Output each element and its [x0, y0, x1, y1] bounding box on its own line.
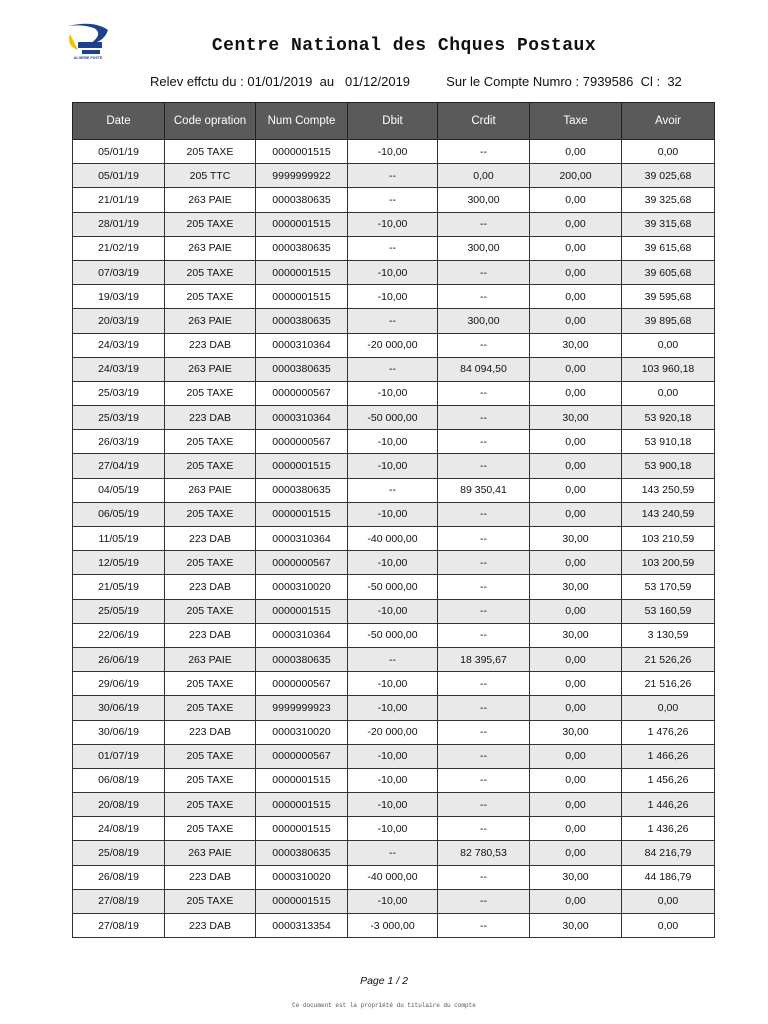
- page-number: Page 1 / 2: [360, 975, 408, 987]
- cell-code-operation: 263 PAIE: [165, 647, 256, 671]
- cell-credit: 300,00: [438, 309, 530, 333]
- cell-credit: --: [438, 551, 530, 575]
- cell-credit: --: [438, 914, 530, 938]
- cell-code-operation: 223 DAB: [165, 406, 256, 430]
- cell-num-compte: 0000380635: [256, 841, 348, 865]
- cell-credit: --: [438, 140, 530, 164]
- cell-num-compte: 0000001515: [256, 454, 348, 478]
- cell-credit: --: [438, 768, 530, 792]
- cell-date: 25/03/19: [73, 406, 165, 430]
- cell-date: 26/08/19: [73, 865, 165, 889]
- au-label: au: [319, 74, 335, 89]
- cell-debit: -50 000,00: [348, 623, 438, 647]
- cell-code-operation: 263 PAIE: [165, 236, 256, 260]
- cell-taxe: 0,00: [530, 430, 622, 454]
- cell-credit: --: [438, 333, 530, 357]
- table-row: [73, 817, 715, 841]
- cell-avoir: 0,00: [622, 914, 715, 938]
- cell-code-operation: 263 PAIE: [165, 478, 256, 502]
- cell-taxe: 0,00: [530, 647, 622, 671]
- account-number: 7939586: [582, 74, 634, 89]
- cell-num-compte: 0000310020: [256, 865, 348, 889]
- cell-date: 30/06/19: [73, 696, 165, 720]
- cell-date: 25/03/19: [73, 381, 165, 405]
- cell-taxe: 0,00: [530, 188, 622, 212]
- table-row: [73, 575, 715, 599]
- cell-taxe: 0,00: [530, 478, 622, 502]
- cell-avoir: 39 895,68: [622, 309, 715, 333]
- cell-num-compte: 0000000567: [256, 744, 348, 768]
- cell-date: 21/05/19: [73, 575, 165, 599]
- cell-code-operation: 205 TAXE: [165, 285, 256, 309]
- cell-num-compte: 0000313354: [256, 914, 348, 938]
- cell-debit: -40 000,00: [348, 865, 438, 889]
- cell-num-compte: 0000310020: [256, 575, 348, 599]
- cell-taxe: 0,00: [530, 551, 622, 575]
- cell-taxe: 0,00: [530, 381, 622, 405]
- cell-code-operation: 205 TAXE: [165, 551, 256, 575]
- cell-debit: -40 000,00: [348, 527, 438, 551]
- cell-num-compte: 0000001515: [256, 768, 348, 792]
- cell-credit: --: [438, 575, 530, 599]
- col-taxe: Taxe: [530, 103, 622, 140]
- table-row: [73, 527, 715, 551]
- cell-debit: --: [348, 841, 438, 865]
- cell-code-operation: 223 DAB: [165, 575, 256, 599]
- cell-credit: --: [438, 889, 530, 913]
- cell-taxe: 0,00: [530, 309, 622, 333]
- cell-avoir: 39 025,68: [622, 164, 715, 188]
- cell-date: 27/08/19: [73, 914, 165, 938]
- table-body: [73, 140, 715, 938]
- table-row: [73, 768, 715, 792]
- cell-avoir: 21 526,26: [622, 647, 715, 671]
- cell-avoir: 3 130,59: [622, 623, 715, 647]
- cell-code-operation: 205 TAXE: [165, 672, 256, 696]
- cell-debit: -10,00: [348, 212, 438, 236]
- cell-date: 26/03/19: [73, 430, 165, 454]
- cell-debit: -10,00: [348, 260, 438, 284]
- cell-code-operation: 205 TAXE: [165, 212, 256, 236]
- date-from: 01/01/2019: [247, 74, 313, 89]
- cell-date: 20/03/19: [73, 309, 165, 333]
- cell-taxe: 0,00: [530, 260, 622, 284]
- cell-credit: 18 395,67: [438, 647, 530, 671]
- cell-debit: -10,00: [348, 599, 438, 623]
- cell-date: 05/01/19: [73, 164, 165, 188]
- cell-avoir: 0,00: [622, 889, 715, 913]
- cle-value: 32: [667, 74, 682, 89]
- cell-date: 06/05/19: [73, 502, 165, 526]
- table-row: [73, 357, 715, 381]
- cell-date: 27/04/19: [73, 454, 165, 478]
- cell-code-operation: 223 DAB: [165, 527, 256, 551]
- col-credit: Crdit: [438, 103, 530, 140]
- cell-code-operation: 205 TAXE: [165, 502, 256, 526]
- cle-label: Cl :: [640, 74, 661, 89]
- cell-avoir: 53 910,18: [622, 430, 715, 454]
- cell-date: 24/03/19: [73, 333, 165, 357]
- cell-code-operation: 223 DAB: [165, 623, 256, 647]
- cell-code-operation: 205 TAXE: [165, 817, 256, 841]
- table-row: [73, 889, 715, 913]
- cell-num-compte: 0000001515: [256, 889, 348, 913]
- table-row: [73, 430, 715, 454]
- cell-credit: --: [438, 527, 530, 551]
- cell-debit: -10,00: [348, 744, 438, 768]
- cell-date: 24/03/19: [73, 357, 165, 381]
- cell-avoir: 0,00: [622, 140, 715, 164]
- cell-code-operation: 223 DAB: [165, 914, 256, 938]
- cell-credit: --: [438, 260, 530, 284]
- cell-num-compte: 0000000567: [256, 381, 348, 405]
- cell-taxe: 30,00: [530, 865, 622, 889]
- cell-num-compte: 0000310364: [256, 333, 348, 357]
- cell-credit: --: [438, 430, 530, 454]
- cell-date: 28/01/19: [73, 212, 165, 236]
- table-row: [73, 672, 715, 696]
- cell-credit: 84 094,50: [438, 357, 530, 381]
- cell-avoir: 53 900,18: [622, 454, 715, 478]
- cell-debit: -10,00: [348, 793, 438, 817]
- col-avoir: Avoir: [622, 103, 715, 140]
- cell-taxe: 0,00: [530, 889, 622, 913]
- cell-taxe: 0,00: [530, 140, 622, 164]
- cell-date: 19/03/19: [73, 285, 165, 309]
- cell-taxe: 30,00: [530, 527, 622, 551]
- cell-taxe: 0,00: [530, 502, 622, 526]
- cell-num-compte: 0000001515: [256, 502, 348, 526]
- cell-date: 21/02/19: [73, 236, 165, 260]
- cell-credit: --: [438, 672, 530, 696]
- col-code-operation: Code opration: [165, 103, 256, 140]
- cell-code-operation: 205 TAXE: [165, 260, 256, 284]
- cell-num-compte: 9999999923: [256, 696, 348, 720]
- cell-num-compte: 0000001515: [256, 599, 348, 623]
- cell-debit: -10,00: [348, 140, 438, 164]
- cell-debit: --: [348, 188, 438, 212]
- cell-avoir: 1 466,26: [622, 744, 715, 768]
- cell-code-operation: 263 PAIE: [165, 841, 256, 865]
- cell-taxe: 30,00: [530, 623, 622, 647]
- cell-avoir: 0,00: [622, 381, 715, 405]
- cell-avoir: 0,00: [622, 333, 715, 357]
- cell-credit: 89 350,41: [438, 478, 530, 502]
- table-row: [73, 720, 715, 744]
- table-row: [73, 696, 715, 720]
- cell-debit: --: [348, 309, 438, 333]
- cell-avoir: 143 250,59: [622, 478, 715, 502]
- page-title: Centre National des Chques Postaux: [211, 36, 597, 56]
- cell-credit: --: [438, 454, 530, 478]
- cell-date: 07/03/19: [73, 260, 165, 284]
- col-num-compte: Num Compte: [256, 103, 348, 140]
- cell-avoir: 53 170,59: [622, 575, 715, 599]
- table-header-row: [73, 103, 715, 140]
- cell-code-operation: 205 TAXE: [165, 889, 256, 913]
- cell-date: 12/05/19: [73, 551, 165, 575]
- cell-credit: --: [438, 865, 530, 889]
- cell-avoir: 103 200,59: [622, 551, 715, 575]
- cell-taxe: 0,00: [530, 768, 622, 792]
- cell-taxe: 0,00: [530, 841, 622, 865]
- cell-num-compte: 0000310364: [256, 527, 348, 551]
- cell-credit: --: [438, 817, 530, 841]
- cell-date: 01/07/19: [73, 744, 165, 768]
- cell-credit: 0,00: [438, 164, 530, 188]
- col-date: Date: [73, 103, 165, 140]
- cell-debit: -10,00: [348, 454, 438, 478]
- cell-debit: -50 000,00: [348, 575, 438, 599]
- cell-code-operation: 223 DAB: [165, 865, 256, 889]
- cell-taxe: 30,00: [530, 575, 622, 599]
- cell-code-operation: 205 TAXE: [165, 744, 256, 768]
- col-debit: Dbit: [348, 103, 438, 140]
- cell-date: 21/01/19: [73, 188, 165, 212]
- cell-num-compte: 0000380635: [256, 478, 348, 502]
- cell-num-compte: 0000001515: [256, 212, 348, 236]
- cell-date: 25/08/19: [73, 841, 165, 865]
- cell-taxe: 0,00: [530, 599, 622, 623]
- cell-date: 06/08/19: [73, 768, 165, 792]
- cell-date: 27/08/19: [73, 889, 165, 913]
- cell-taxe: 0,00: [530, 793, 622, 817]
- cell-credit: --: [438, 406, 530, 430]
- cell-code-operation: 223 DAB: [165, 720, 256, 744]
- cell-taxe: 0,00: [530, 212, 622, 236]
- cell-debit: -10,00: [348, 502, 438, 526]
- cell-date: 05/01/19: [73, 140, 165, 164]
- cell-avoir: 21 516,26: [622, 672, 715, 696]
- cell-avoir: 39 605,68: [622, 260, 715, 284]
- cell-code-operation: 205 TTC: [165, 164, 256, 188]
- cell-debit: -10,00: [348, 696, 438, 720]
- table-row: [73, 406, 715, 430]
- cell-date: 11/05/19: [73, 527, 165, 551]
- transactions-table-wrapper: [72, 102, 714, 938]
- table-row: [73, 212, 715, 236]
- cell-taxe: 30,00: [530, 720, 622, 744]
- ownership-note: Ce document est la propriété du titulaire du compte: [292, 1002, 476, 1009]
- cell-num-compte: 0000380635: [256, 309, 348, 333]
- table-row: [73, 793, 715, 817]
- cell-credit: --: [438, 599, 530, 623]
- cell-debit: -20 000,00: [348, 333, 438, 357]
- table-row: [73, 164, 715, 188]
- table-row: [73, 333, 715, 357]
- cell-avoir: 53 920,18: [622, 406, 715, 430]
- cell-code-operation: 205 TAXE: [165, 454, 256, 478]
- cell-num-compte: 0000001515: [256, 285, 348, 309]
- cell-taxe: 0,00: [530, 744, 622, 768]
- cell-avoir: 53 160,59: [622, 599, 715, 623]
- table-row: [73, 309, 715, 333]
- table-row: [73, 551, 715, 575]
- table-row: [73, 236, 715, 260]
- cell-taxe: 30,00: [530, 333, 622, 357]
- cell-num-compte: 0000000567: [256, 430, 348, 454]
- cell-credit: 300,00: [438, 188, 530, 212]
- cell-debit: -10,00: [348, 285, 438, 309]
- cell-num-compte: 0000001515: [256, 140, 348, 164]
- table-row: [73, 285, 715, 309]
- cell-num-compte: 9999999922: [256, 164, 348, 188]
- cell-taxe: 0,00: [530, 357, 622, 381]
- account-label: Sur le Compte Numro :: [446, 74, 580, 89]
- cell-avoir: 39 615,68: [622, 236, 715, 260]
- cell-avoir: 143 240,59: [622, 502, 715, 526]
- cell-debit: -10,00: [348, 430, 438, 454]
- cell-credit: --: [438, 212, 530, 236]
- table-row: [73, 381, 715, 405]
- cell-taxe: 30,00: [530, 406, 622, 430]
- cell-avoir: 84 216,79: [622, 841, 715, 865]
- table-row: [73, 865, 715, 889]
- table-row: [73, 140, 715, 164]
- cell-debit: -50 000,00: [348, 406, 438, 430]
- cell-debit: --: [348, 357, 438, 381]
- cell-debit: -10,00: [348, 672, 438, 696]
- cell-taxe: 0,00: [530, 672, 622, 696]
- cell-date: 29/06/19: [73, 672, 165, 696]
- table-row: [73, 599, 715, 623]
- cell-credit: --: [438, 696, 530, 720]
- date-to: 01/12/2019: [344, 74, 411, 89]
- cell-taxe: 30,00: [530, 914, 622, 938]
- cell-date: 20/08/19: [73, 793, 165, 817]
- cell-num-compte: 0000380635: [256, 647, 348, 671]
- cell-debit: -10,00: [348, 889, 438, 913]
- cell-credit: --: [438, 744, 530, 768]
- cell-code-operation: 263 PAIE: [165, 357, 256, 381]
- cell-code-operation: 205 TAXE: [165, 696, 256, 720]
- cell-num-compte: 0000380635: [256, 357, 348, 381]
- cell-date: 30/06/19: [73, 720, 165, 744]
- cell-credit: --: [438, 502, 530, 526]
- cell-num-compte: 0000001515: [256, 793, 348, 817]
- logo-text: ALGERIE POSTE: [73, 56, 103, 60]
- cell-credit: 82 780,53: [438, 841, 530, 865]
- cell-code-operation: 205 TAXE: [165, 430, 256, 454]
- cell-taxe: 0,00: [530, 285, 622, 309]
- cell-num-compte: 0000001515: [256, 260, 348, 284]
- period-label: Relev effctu du :: [150, 74, 244, 89]
- cell-date: 24/08/19: [73, 817, 165, 841]
- cell-credit: --: [438, 381, 530, 405]
- cell-taxe: 200,00: [530, 164, 622, 188]
- cell-avoir: 1 446,26: [622, 793, 715, 817]
- cell-credit: --: [438, 793, 530, 817]
- cell-num-compte: 0000310364: [256, 406, 348, 430]
- cell-num-compte: 0000380635: [256, 188, 348, 212]
- table-row: [73, 914, 715, 938]
- cell-code-operation: 205 TAXE: [165, 793, 256, 817]
- cell-date: 26/06/19: [73, 647, 165, 671]
- cell-credit: --: [438, 623, 530, 647]
- cell-credit: --: [438, 720, 530, 744]
- table-row: [73, 478, 715, 502]
- table-row: [73, 647, 715, 671]
- cell-taxe: 0,00: [530, 696, 622, 720]
- cell-credit: --: [438, 285, 530, 309]
- cell-date: 04/05/19: [73, 478, 165, 502]
- cell-debit: -3 000,00: [348, 914, 438, 938]
- cell-code-operation: 205 TAXE: [165, 599, 256, 623]
- cell-date: 22/06/19: [73, 623, 165, 647]
- cell-avoir: 39 595,68: [622, 285, 715, 309]
- cell-avoir: 1 476,26: [622, 720, 715, 744]
- cell-avoir: 39 315,68: [622, 212, 715, 236]
- transactions-table: [72, 102, 715, 938]
- cell-debit: -10,00: [348, 381, 438, 405]
- cell-debit: -10,00: [348, 817, 438, 841]
- cell-avoir: 1 456,26: [622, 768, 715, 792]
- cell-num-compte: 0000001515: [256, 817, 348, 841]
- cell-avoir: 1 436,26: [622, 817, 715, 841]
- cell-num-compte: 0000000567: [256, 672, 348, 696]
- cell-date: 25/05/19: [73, 599, 165, 623]
- cell-taxe: 0,00: [530, 454, 622, 478]
- table-row: [73, 188, 715, 212]
- cell-avoir: 0,00: [622, 696, 715, 720]
- cell-debit: -10,00: [348, 768, 438, 792]
- cell-avoir: 103 960,18: [622, 357, 715, 381]
- cell-debit: --: [348, 647, 438, 671]
- cell-code-operation: 205 TAXE: [165, 140, 256, 164]
- table-row: [73, 454, 715, 478]
- table-row: [73, 623, 715, 647]
- cell-code-operation: 263 PAIE: [165, 188, 256, 212]
- cell-num-compte: 0000000567: [256, 551, 348, 575]
- table-row: [73, 744, 715, 768]
- cell-taxe: 0,00: [530, 236, 622, 260]
- cell-avoir: 39 325,68: [622, 188, 715, 212]
- cell-taxe: 0,00: [530, 817, 622, 841]
- cell-debit: -20 000,00: [348, 720, 438, 744]
- statement-info: [150, 74, 682, 89]
- table-row: [73, 841, 715, 865]
- table-row: [73, 502, 715, 526]
- cell-num-compte: 0000310020: [256, 720, 348, 744]
- table-row: [73, 260, 715, 284]
- cell-code-operation: 263 PAIE: [165, 309, 256, 333]
- cell-code-operation: 205 TAXE: [165, 381, 256, 405]
- cell-avoir: 103 210,59: [622, 527, 715, 551]
- cell-avoir: 44 186,79: [622, 865, 715, 889]
- cell-debit: --: [348, 164, 438, 188]
- cell-num-compte: 0000310364: [256, 623, 348, 647]
- cell-credit: 300,00: [438, 236, 530, 260]
- cell-debit: --: [348, 478, 438, 502]
- cell-debit: --: [348, 236, 438, 260]
- cell-code-operation: 223 DAB: [165, 333, 256, 357]
- cell-debit: -10,00: [348, 551, 438, 575]
- cell-code-operation: 205 TAXE: [165, 768, 256, 792]
- cell-num-compte: 0000380635: [256, 236, 348, 260]
